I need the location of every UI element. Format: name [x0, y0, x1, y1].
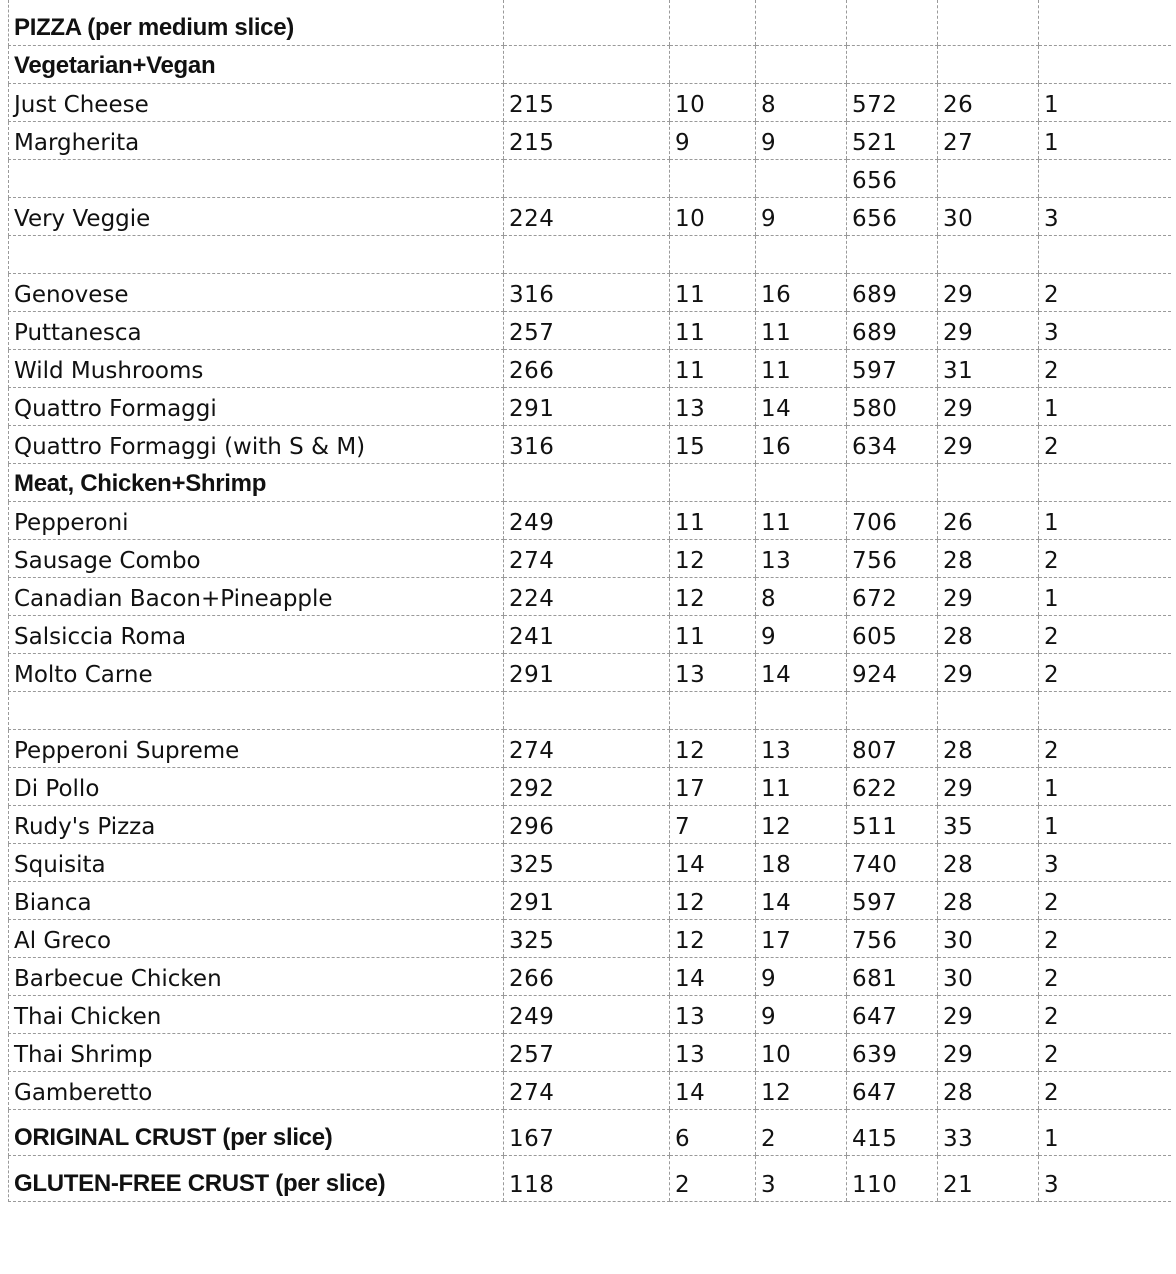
value-cell: 3 [1039, 1155, 1171, 1201]
table-row [9, 235, 1171, 273]
row-label: Quattro Formaggi [9, 387, 504, 425]
value-cell: 9 [756, 197, 847, 235]
value-cell [756, 0, 847, 45]
section-header-row [9, 1109, 1171, 1155]
value-cell: 12 [670, 881, 756, 919]
row-label: Wild Mushrooms [9, 349, 504, 387]
value-cell: 740 [847, 843, 938, 881]
table-row [9, 425, 1171, 463]
value-cell [1039, 235, 1171, 273]
value-cell [1039, 0, 1171, 45]
value-cell: 10 [670, 83, 756, 121]
value-cell [847, 45, 938, 83]
value-cell: 28 [938, 729, 1039, 767]
value-cell: 29 [938, 387, 1039, 425]
value-cell [938, 45, 1039, 83]
table-row [9, 273, 1171, 311]
row-label: Quattro Formaggi (with S & M) [9, 425, 504, 463]
value-cell: 756 [847, 919, 938, 957]
value-cell: 266 [504, 349, 670, 387]
value-cell: 9 [756, 121, 847, 159]
value-cell: 29 [938, 995, 1039, 1033]
value-cell: 12 [670, 577, 756, 615]
value-cell [847, 235, 938, 273]
table-row [9, 349, 1171, 387]
value-cell: 2 [1039, 1033, 1171, 1071]
value-cell: 29 [938, 767, 1039, 805]
value-cell: 11 [756, 349, 847, 387]
value-cell: 224 [504, 197, 670, 235]
value-cell: 7 [670, 805, 756, 843]
value-cell: 9 [756, 995, 847, 1033]
section-header-row [9, 0, 1171, 45]
value-cell: 807 [847, 729, 938, 767]
value-cell: 3 [756, 1155, 847, 1201]
value-cell: 29 [938, 1033, 1039, 1071]
value-cell: 27 [938, 121, 1039, 159]
value-cell: 639 [847, 1033, 938, 1071]
value-cell [1039, 463, 1171, 501]
value-cell: 11 [756, 501, 847, 539]
value-cell [670, 235, 756, 273]
value-cell: 26 [938, 501, 1039, 539]
section-header-row [9, 1155, 1171, 1201]
value-cell: 29 [938, 425, 1039, 463]
value-cell: 11 [670, 615, 756, 653]
value-cell: 13 [756, 729, 847, 767]
value-cell: 14 [670, 843, 756, 881]
value-cell [847, 0, 938, 45]
value-cell: 924 [847, 653, 938, 691]
row-label: Molto Carne [9, 653, 504, 691]
row-label: Vegetarian+Vegan [9, 45, 504, 83]
value-cell: 1 [1039, 83, 1171, 121]
value-cell: 30 [938, 957, 1039, 995]
value-cell: 257 [504, 1033, 670, 1071]
value-cell: 28 [938, 881, 1039, 919]
table-row [9, 577, 1171, 615]
value-cell: 292 [504, 767, 670, 805]
value-cell: 580 [847, 387, 938, 425]
value-cell: 13 [670, 653, 756, 691]
value-cell [504, 45, 670, 83]
value-cell: 30 [938, 919, 1039, 957]
value-cell: 9 [670, 121, 756, 159]
value-cell: 118 [504, 1155, 670, 1201]
value-cell: 296 [504, 805, 670, 843]
value-cell: 689 [847, 311, 938, 349]
value-cell: 325 [504, 843, 670, 881]
value-cell: 28 [938, 615, 1039, 653]
value-cell: 215 [504, 83, 670, 121]
value-cell: 274 [504, 1071, 670, 1109]
value-cell [847, 691, 938, 729]
table-row [9, 767, 1171, 805]
value-cell: 14 [756, 881, 847, 919]
row-label: GLUTEN-FREE CRUST (per slice) [9, 1155, 504, 1201]
value-cell: 12 [670, 539, 756, 577]
value-cell: 11 [756, 311, 847, 349]
value-cell: 11 [670, 501, 756, 539]
table-row [9, 1033, 1171, 1071]
value-cell: 10 [756, 1033, 847, 1071]
value-cell: 28 [938, 843, 1039, 881]
table-row [9, 653, 1171, 691]
value-cell [938, 691, 1039, 729]
section-header-row [9, 463, 1171, 501]
row-label: Very Veggie [9, 197, 504, 235]
value-cell: 2 [756, 1109, 847, 1155]
table-row [9, 691, 1171, 729]
value-cell: 31 [938, 349, 1039, 387]
value-cell: 224 [504, 577, 670, 615]
value-cell [670, 45, 756, 83]
value-cell: 572 [847, 83, 938, 121]
value-cell [1039, 691, 1171, 729]
row-label: Thai Shrimp [9, 1033, 504, 1071]
value-cell [847, 463, 938, 501]
value-cell: 28 [938, 1071, 1039, 1109]
value-cell [504, 691, 670, 729]
value-cell: 257 [504, 311, 670, 349]
value-cell: 12 [756, 1071, 847, 1109]
row-label: Puttanesca [9, 311, 504, 349]
value-cell: 14 [670, 1071, 756, 1109]
value-cell: 12 [670, 919, 756, 957]
value-cell [504, 0, 670, 45]
value-cell: 9 [756, 615, 847, 653]
value-cell: 14 [756, 653, 847, 691]
value-cell [670, 0, 756, 45]
value-cell [670, 159, 756, 197]
value-cell: 14 [670, 957, 756, 995]
row-label: PIZZA (per medium slice) [9, 0, 504, 45]
table-row [9, 311, 1171, 349]
value-cell: 325 [504, 919, 670, 957]
value-cell: 16 [756, 273, 847, 311]
value-cell: 415 [847, 1109, 938, 1155]
value-cell: 2 [1039, 881, 1171, 919]
value-cell: 11 [670, 311, 756, 349]
value-cell [938, 235, 1039, 273]
value-cell: 17 [670, 767, 756, 805]
value-cell: 26 [938, 83, 1039, 121]
value-cell: 28 [938, 539, 1039, 577]
row-label: Gamberetto [9, 1071, 504, 1109]
value-cell: 1 [1039, 121, 1171, 159]
value-cell: 681 [847, 957, 938, 995]
value-cell: 29 [938, 311, 1039, 349]
value-cell: 1 [1039, 387, 1171, 425]
value-cell [938, 463, 1039, 501]
value-cell [1039, 159, 1171, 197]
value-cell: 634 [847, 425, 938, 463]
value-cell: 291 [504, 653, 670, 691]
row-label [9, 159, 504, 197]
value-cell: 1 [1039, 577, 1171, 615]
value-cell: 12 [756, 805, 847, 843]
nutrition-table-sheet [8, 0, 1170, 1202]
value-cell: 672 [847, 577, 938, 615]
value-cell: 8 [756, 83, 847, 121]
value-cell: 6 [670, 1109, 756, 1155]
value-cell: 2 [1039, 539, 1171, 577]
value-cell: 13 [670, 1033, 756, 1071]
table-row [9, 83, 1171, 121]
value-cell: 21 [938, 1155, 1039, 1201]
row-label: Thai Chicken [9, 995, 504, 1033]
value-cell: 29 [938, 577, 1039, 615]
value-cell: 9 [756, 957, 847, 995]
row-label: Canadian Bacon+Pineapple [9, 577, 504, 615]
table-row [9, 843, 1171, 881]
value-cell [504, 159, 670, 197]
table-row [9, 729, 1171, 767]
value-cell [504, 463, 670, 501]
row-label: Meat, Chicken+Shrimp [9, 463, 504, 501]
value-cell: 511 [847, 805, 938, 843]
value-cell: 2 [670, 1155, 756, 1201]
value-cell: 2 [1039, 957, 1171, 995]
value-cell: 2 [1039, 349, 1171, 387]
value-cell: 14 [756, 387, 847, 425]
value-cell: 274 [504, 729, 670, 767]
value-cell: 2 [1039, 919, 1171, 957]
value-cell: 241 [504, 615, 670, 653]
value-cell: 689 [847, 273, 938, 311]
table-row [9, 919, 1171, 957]
table-row [9, 387, 1171, 425]
value-cell: 18 [756, 843, 847, 881]
value-cell: 656 [847, 197, 938, 235]
value-cell [756, 235, 847, 273]
value-cell [670, 691, 756, 729]
value-cell: 167 [504, 1109, 670, 1155]
value-cell: 1 [1039, 805, 1171, 843]
table-row [9, 197, 1171, 235]
row-label: Salsiccia Roma [9, 615, 504, 653]
table-row [9, 957, 1171, 995]
value-cell: 16 [756, 425, 847, 463]
value-cell: 30 [938, 197, 1039, 235]
value-cell: 8 [756, 577, 847, 615]
value-cell: 521 [847, 121, 938, 159]
value-cell: 291 [504, 387, 670, 425]
table-row [9, 615, 1171, 653]
row-label: Rudy's Pizza [9, 805, 504, 843]
value-cell: 647 [847, 1071, 938, 1109]
value-cell: 17 [756, 919, 847, 957]
value-cell [938, 0, 1039, 45]
table-row [9, 159, 1171, 197]
value-cell: 597 [847, 881, 938, 919]
row-label: ORIGINAL CRUST (per slice) [9, 1109, 504, 1155]
value-cell [756, 691, 847, 729]
value-cell: 3 [1039, 311, 1171, 349]
row-label: Di Pollo [9, 767, 504, 805]
value-cell: 316 [504, 425, 670, 463]
value-cell [670, 463, 756, 501]
table-row [9, 805, 1171, 843]
value-cell: 597 [847, 349, 938, 387]
value-cell: 274 [504, 539, 670, 577]
value-cell: 2 [1039, 1071, 1171, 1109]
value-cell: 3 [1039, 197, 1171, 235]
value-cell: 706 [847, 501, 938, 539]
value-cell: 29 [938, 653, 1039, 691]
row-label: Pepperoni [9, 501, 504, 539]
value-cell: 2 [1039, 653, 1171, 691]
row-label: Sausage Combo [9, 539, 504, 577]
value-cell: 1 [1039, 1109, 1171, 1155]
table-row [9, 995, 1171, 1033]
value-cell: 2 [1039, 615, 1171, 653]
table-row [9, 539, 1171, 577]
value-cell: 2 [1039, 729, 1171, 767]
row-label: Bianca [9, 881, 504, 919]
table-row [9, 121, 1171, 159]
value-cell: 13 [670, 995, 756, 1033]
value-cell: 266 [504, 957, 670, 995]
nutrition-table [8, 0, 1171, 1202]
value-cell: 11 [756, 767, 847, 805]
value-cell: 13 [670, 387, 756, 425]
row-label: Al Greco [9, 919, 504, 957]
value-cell: 2 [1039, 995, 1171, 1033]
value-cell [1039, 45, 1171, 83]
value-cell: 33 [938, 1109, 1039, 1155]
value-cell: 11 [670, 349, 756, 387]
row-label: Squisita [9, 843, 504, 881]
value-cell [938, 159, 1039, 197]
value-cell: 3 [1039, 843, 1171, 881]
value-cell: 316 [504, 273, 670, 311]
value-cell [756, 45, 847, 83]
value-cell: 647 [847, 995, 938, 1033]
value-cell: 249 [504, 501, 670, 539]
value-cell: 605 [847, 615, 938, 653]
row-label: Margherita [9, 121, 504, 159]
value-cell: 110 [847, 1155, 938, 1201]
value-cell: 15 [670, 425, 756, 463]
value-cell: 622 [847, 767, 938, 805]
value-cell: 11 [670, 273, 756, 311]
value-cell [756, 159, 847, 197]
row-label: Just Cheese [9, 83, 504, 121]
value-cell: 756 [847, 539, 938, 577]
row-label: Barbecue Chicken [9, 957, 504, 995]
value-cell: 249 [504, 995, 670, 1033]
value-cell: 291 [504, 881, 670, 919]
value-cell: 10 [670, 197, 756, 235]
section-header-row [9, 45, 1171, 83]
table-body [9, 0, 1171, 1201]
table-row [9, 1071, 1171, 1109]
value-cell: 2 [1039, 425, 1171, 463]
table-row [9, 501, 1171, 539]
value-cell [756, 463, 847, 501]
value-cell: 215 [504, 121, 670, 159]
row-label [9, 235, 504, 273]
value-cell: 35 [938, 805, 1039, 843]
value-cell: 1 [1039, 501, 1171, 539]
value-cell: 29 [938, 273, 1039, 311]
table-row [9, 881, 1171, 919]
row-label [9, 691, 504, 729]
row-label: Pepperoni Supreme [9, 729, 504, 767]
value-cell: 1 [1039, 767, 1171, 805]
value-cell: 13 [756, 539, 847, 577]
value-cell: 656 [847, 159, 938, 197]
row-label: Genovese [9, 273, 504, 311]
value-cell: 2 [1039, 273, 1171, 311]
value-cell [504, 235, 670, 273]
value-cell: 12 [670, 729, 756, 767]
